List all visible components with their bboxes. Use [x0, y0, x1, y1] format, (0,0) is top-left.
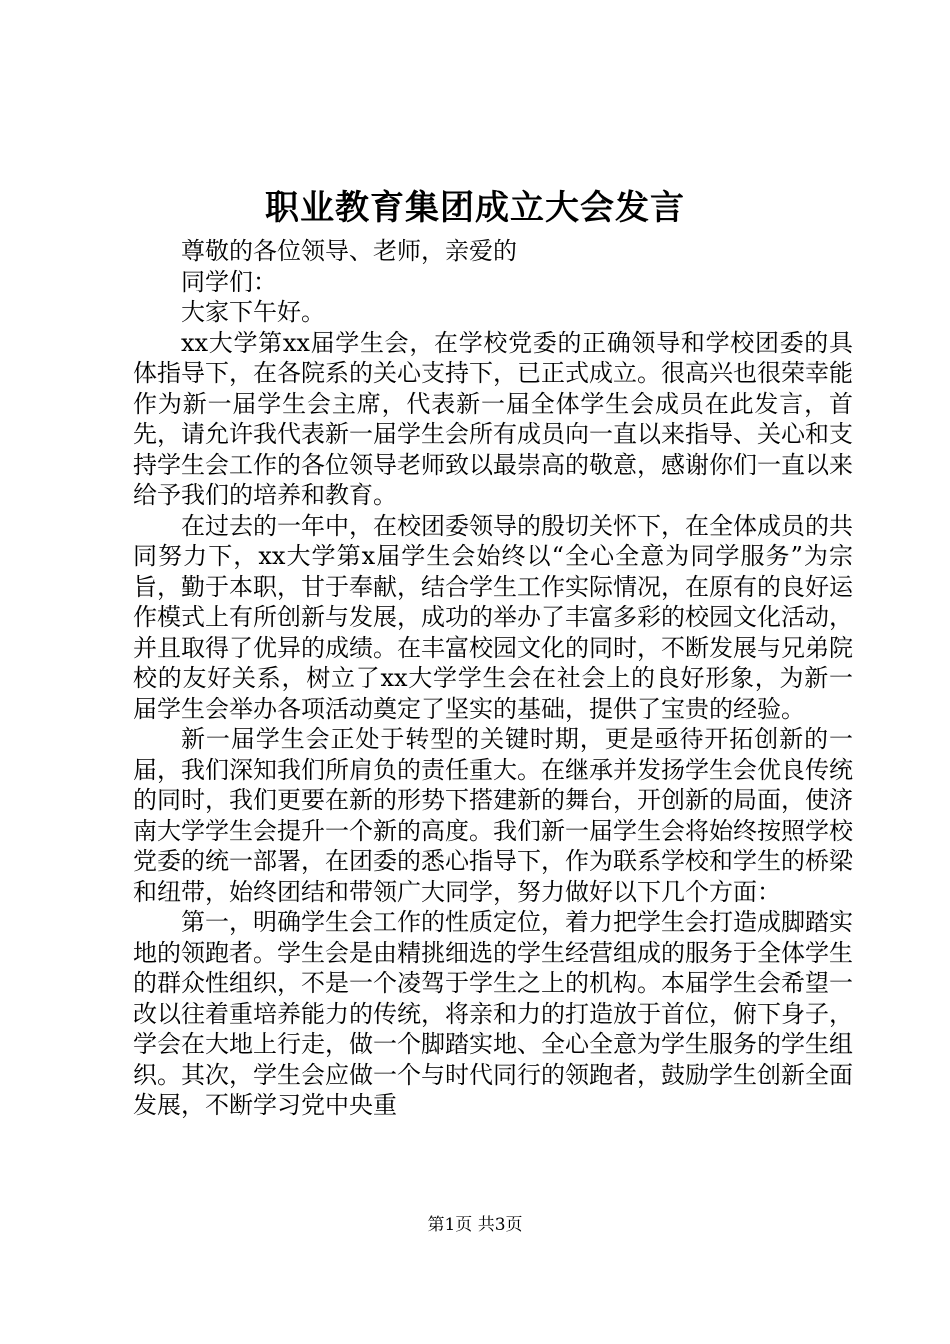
salutation-line-1: 尊敬的各位领导、老师，亲爱的 [181, 237, 517, 265]
body-paragraph-1: xx大学第xx届学生会，在学校党委的正确领导和学校团委的具体指导下，在各院系的关心支持下，已正式成立。很高兴也很荣幸能作为新一届学生会主席，代表新一届全体学生会成员在此发言，首先，请允许我代表新一届学生会所有成员向一直以来指导、关心和支持学生会工作的各位领导老师致以最崇高的敬意，感谢你们一直以来给予我们的培养和教育。 [133, 328, 853, 509]
body-paragraph-4: 第一，明确学生会工作的性质定位，着力把学生会打造成脚踏实地的领跑者。学生会是由精挑细选的学生经营组成的服务于全体学生的群众性组织，不是一个凌驾于学生之上的机构。本届学生会希望一改以往着重培养能力的传统，将亲和力的打造放于首位，俯下身子，学会在大地上行走，做一个脚踏实地、全心全意为学生服务的学生组织。其次，学生会应做一个与时代同行的领跑者，鼓励学生创新全面发展，不断学习党中央重 [133, 908, 853, 1119]
document-title: 职业教育集团成立大会发言 [265, 188, 685, 228]
body-paragraph-3: 新一届学生会正处于转型的关键时期，更是亟待开拓创新的一届，我们深知我们所肩负的责任重大。在继承并发扬学生会优良传统的同时，我们更要在新的形势下搭建新的舞台，开创新的局面，使济南大学学生会提升一个新的高度。我们新一届学生会将始终按照学校党委的统一部署，在团委的悉心指导下，作为联系学校和学生的桥梁和纽带，始终团结和带领广大同学，努力做好以下几个方面： [133, 725, 853, 906]
salutation-line-2: 同学们： [181, 267, 277, 296]
document-body [133, 236, 853, 1121]
page-footer: 第1页 共3页 [427, 1215, 523, 1235]
greeting-paragraph: 大家下午好。 [181, 298, 325, 326]
body-paragraph-2: 在过去的一年中，在校团委领导的殷切关怀下，在全体成员的共同努力下，xx大学第x届学生会始终以“全心全意为同学服务”为宗旨，勤于本职，甘于奉献，结合学生工作实际情况，在原有的良好运作模式上有所创新与发展，成功的举办了丰富多彩的校园文化活动，并且取得了优异的成绩。在丰富校园文化的同时，不断发展与兄弟院校的友好关系，树立了xx大学学生会在社会上的良好形象，为新一届学生会举办各项活动奠定了坚实的基础，提供了宝贵的经验。 [133, 511, 853, 723]
